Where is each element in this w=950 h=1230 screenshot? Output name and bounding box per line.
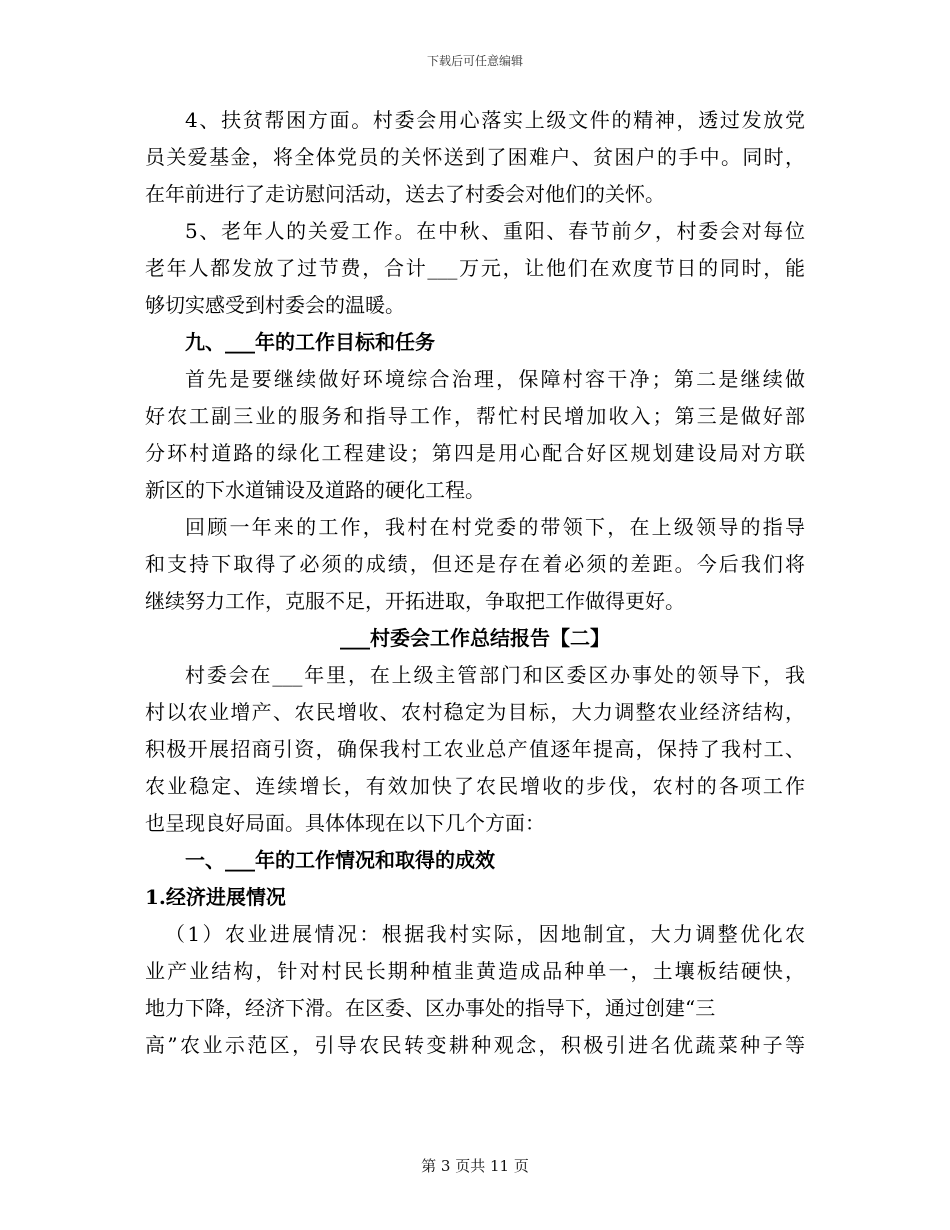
paragraph-line: 新区的下水道铺设及道路的硬化工程。 (145, 478, 485, 502)
paragraph-line: 村以农业增产、农民增收、农村稳定为目标，大力调整农业经济结构， (145, 700, 805, 724)
paragraph-line: 够切实感受到村委会的温暖。 (145, 293, 405, 317)
paragraph-line: 业产业结构，针对村民长期种植韭黄造成品种单一，土壤板结硬快， (145, 959, 805, 983)
paragraph-line: 继续努力工作，克服不足，开拓进取，争取把工作做得更好。 (145, 589, 685, 613)
paragraph-line: 4、扶贫帮困方面。村委会用心落实上级文件的精神，透过发放党 (185, 108, 805, 132)
subsection-heading: 1.经济进展情况 (145, 885, 286, 909)
page-header-note: 下载后可任意编辑 (426, 54, 523, 68)
paragraph-line: 首先是要继续做好环境综合治理，保障村容干净；第二是继续做 (185, 367, 805, 391)
paragraph-line: （1）农业进展情况：根据我村实际，因地制宜，大力调整优化农 (165, 922, 805, 946)
paragraph-line: 农业稳定、连续增长，有效加快了农民增收的步伐，农村的各项工作 (145, 774, 805, 798)
paragraph-line: 好农工副三业的服务和指导工作，帮忙村民增加收入；第三是做好部 (145, 404, 805, 428)
paragraph-line: 积极开展招商引资，确保我村工农业总产值逐年提高，保持了我村工、 (145, 737, 805, 761)
paragraph-line: 回顾一年来的工作，我村在村党委的带领下，在上级领导的指导 (185, 515, 805, 539)
document-body (145, 102, 805, 1064)
paragraph-line: 分环村道路的绿化工程建设；第四是用心配合好区规划建设局对方联 (145, 441, 805, 465)
paragraph-line: 在年前进行了走访慰问活动，送去了村委会对他们的关怀。 (145, 182, 665, 206)
page-number-footer: 第 3 页共 11 页 (421, 1157, 529, 1175)
paragraph-line: 也呈现良好局面。具体体现在以下几个方面： (145, 811, 545, 835)
paragraph-line: 村委会在___年里，在上级主管部门和区委区办事处的领导下，我 (185, 663, 805, 687)
paragraph-line: 高”农业示范区，引导农民转变耕种观念，积极引进名优蔬菜种子等 (145, 1033, 805, 1057)
paragraph-line: 和支持下取得了必须的成绩，但还是存在着必须的差距。今后我们将 (145, 552, 805, 576)
paragraph-line: 员关爱基金，将全体党员的关怀送到了困难户、贫困户的手中。同时， (145, 145, 805, 169)
paragraph-line: 老年人都发放了过节费，合计___万元，让他们在欢度节日的同时，能 (145, 256, 805, 280)
paragraph-line: 地力下降，经济下滑。在区委、区办事处的指导下，通过创建“三 (145, 996, 716, 1020)
paragraph-line: 5、老年人的关爱工作。在中秋、重阳、春节前夕，村委会对每位 (185, 219, 805, 243)
section-heading: 一、___年的工作情况和取得的成效 (185, 848, 495, 872)
report-title: ___村委会工作总结报告【二】 (340, 626, 610, 650)
section-heading: 九、___年的工作目标和任务 (185, 330, 435, 354)
